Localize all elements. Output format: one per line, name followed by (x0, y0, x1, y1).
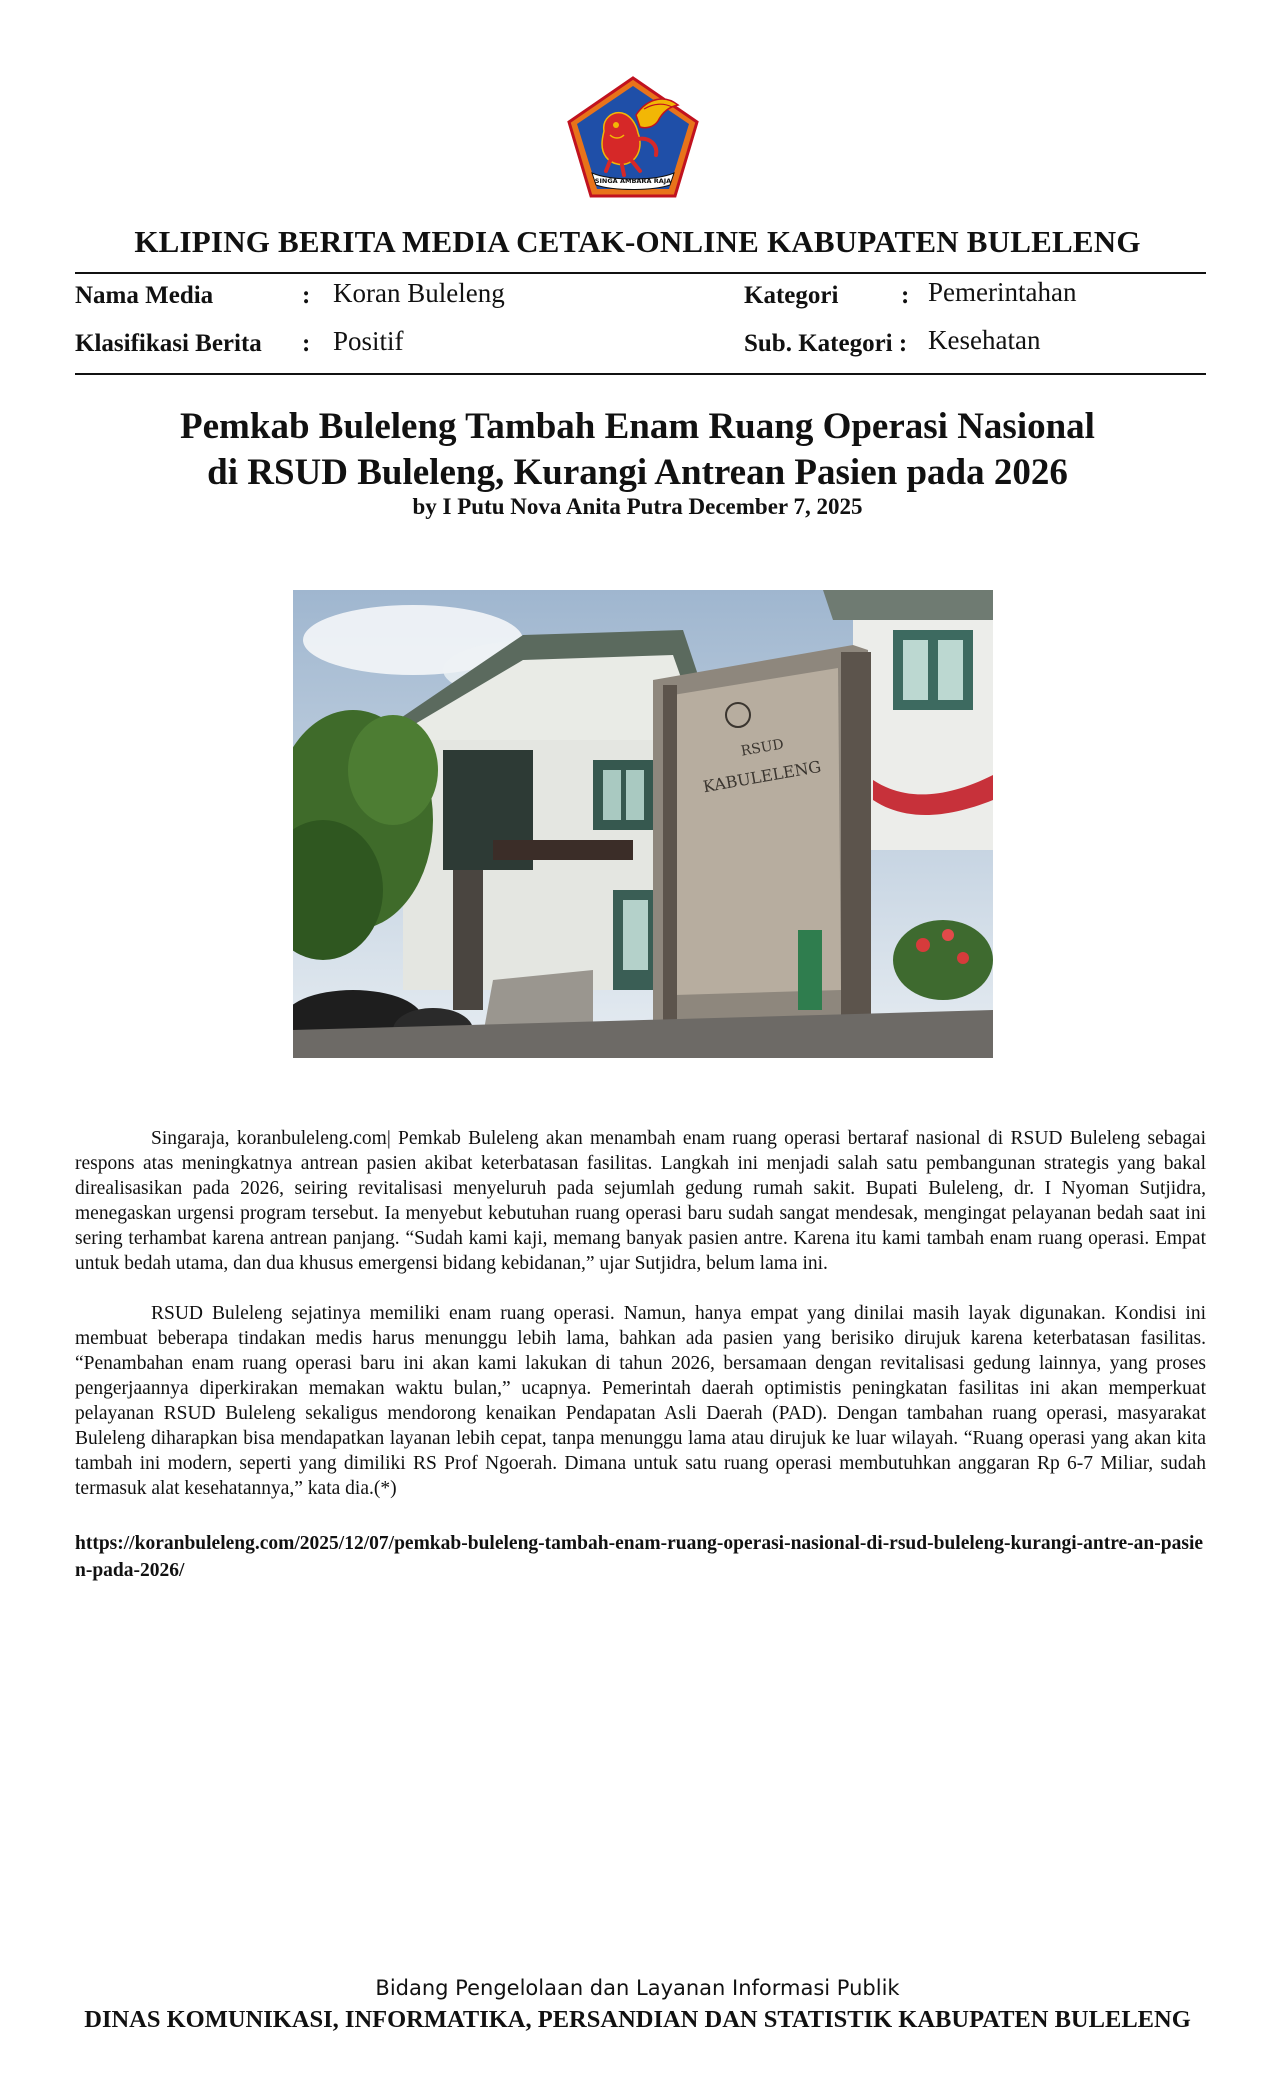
headline-line-2: di RSUD Buleleng, Kurangi Antrean Pasien pada 2026 (207, 452, 1068, 493)
source-url-link[interactable]: https://koranbuleleng.com/2025/12/07/pemkab-buleleng-tambah-enam-ruang-operasi-nasional-di-rsud-buleleng-kurangi-antre-an-pasien-pada-2026/ (75, 1533, 1204, 1581)
subcategory-label: Sub. Kategori : (744, 330, 908, 357)
headline-line-1: Pemkab Buleleng Tambah Enam Ruang Operasi Nasional (180, 406, 1095, 447)
classification-colon: : (302, 330, 311, 357)
header-top-rule (75, 272, 1206, 274)
header-bottom-rule (75, 373, 1206, 375)
classification-value: Positif (333, 326, 404, 356)
article-headline (0, 404, 1275, 496)
photo-sign-text-line2: KABULELENG (701, 756, 823, 797)
document-title: KLIPING BERITA MEDIA CETAK-ONLINE KABUPATEN BULELENG (134, 224, 1141, 259)
article-byline: by I Putu Nova Anita Putra December 7, 2025 (412, 494, 863, 519)
article-photo-rsud-building (293, 590, 993, 1058)
media-name-colon: : (302, 282, 311, 309)
category-label: Kategori (744, 282, 839, 309)
article-paragraph-1: Singaraja, koranbuleleng.com| Pemkab Buleleng akan menambah enam ruang operasi bertaraf nasional di RSUD Buleleng sebagai respons atas meningkatnya antrean pasien akibat keterbatasan fasilitas. Langkah ini menjadi salah satu pembangunan strategis yang bakal direalisasikan pada 2026, seiring revitalisasi menyeluruh pada sejumlah gedung rumah sakit. Bupati Buleleng, dr. I Nyoman Sutjidra, menegaskan urgensi program tersebut. Ia menyebut kebutuhan ruang operasi baru sudah sangat mendesak, mengingat pelayanan bedah saat ini sering terhambat karena antrean panjang. “Sudah kami kaji, memang banyak pasien antre. Karena itu kami tambah enam ruang operasi. Empat untuk bedah utama, dan dua khusus emergensi bidang kebidanan,” ujar Sutjidra, belum lama ini. (75, 1128, 1206, 1274)
media-name-value: Koran Buleleng (333, 278, 505, 308)
classification-label: Klasifikasi Berita (75, 330, 262, 357)
buleleng-emblem-logo (566, 75, 700, 199)
logo-motto-text: SINGA AMBARA RAJA (594, 177, 672, 185)
media-name-label: Nama Media (75, 282, 214, 309)
article-paragraph-2: RSUD Buleleng sejatinya memiliki enam ruang operasi. Namun, hanya empat yang dinilai masih layak digunakan. Kondisi ini membuat beberapa tindakan medis harus menunggu lebih lama, bahkan ada pasien yang berisiko dirujuk karena keterbatasan fasilitas. “Penambahan enam ruang operasi baru ini akan kami lakukan di tahun 2026, bersamaan dengan revitalisasi gedung lainnya, yang proses pengerjaannya diperkirakan memakan waktu bulan,” ucapnya. Pemerintah daerah optimistis peningkatan fasilitas ini akan memperkuat pelayanan RSUD Buleleng sekaligus mendorong kenaikan Pendapatan Asli Daerah (PAD). Dengan tambahan ruang operasi, masyarakat Buleleng diharapkan bisa mendapatkan layanan lebih cepat, tanpa menunggu lama atau dirujuk ke luar wilayah. “Ruang operasi yang akan kita tambah ini modern, seperti yang dimiliki RS Prof Ngoerah. Dimana untuk satu ruang operasi membutuhkan anggaran Rp 6-7 Miliar, sudah termasuk alat kesehatannya,” kata dia.(*) (75, 1303, 1206, 1499)
footer-division: Bidang Pengelolaan dan Layanan Informasi Publik (375, 1976, 900, 2000)
photo-sign-text-line1: RSUD (739, 736, 785, 760)
subcategory-value: Kesehatan (928, 325, 1041, 355)
footer-agency: DINAS KOMUNIKASI, INFORMATIKA, PERSANDIAN DAN STATISTIK KABUPATEN BULELENG (84, 2006, 1191, 2033)
category-value: Pemerintahan (928, 277, 1077, 307)
category-colon: : (901, 282, 910, 309)
